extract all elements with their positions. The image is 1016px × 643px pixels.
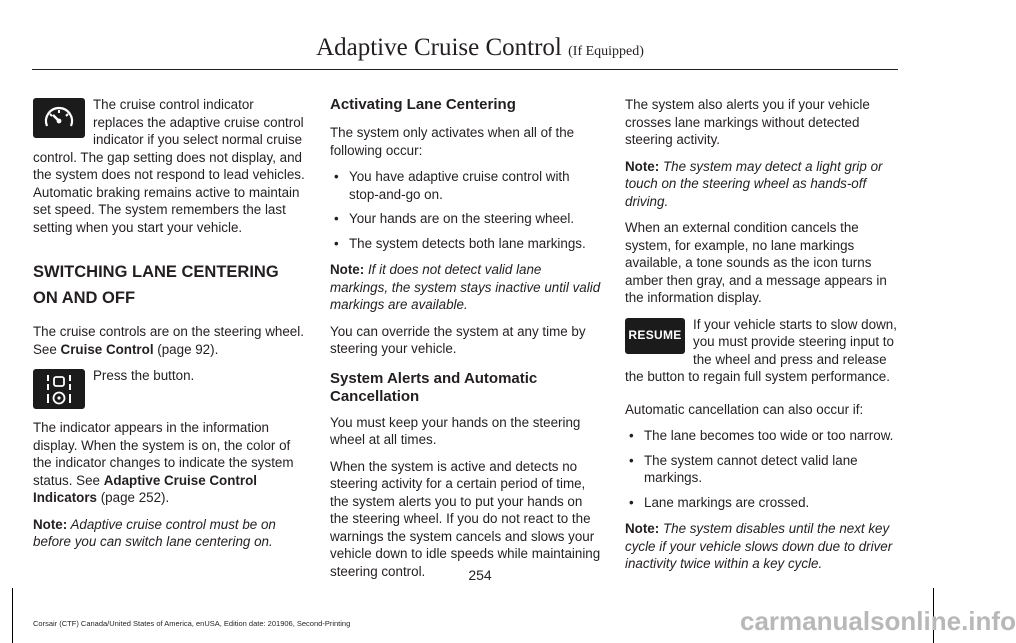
list-item: • Lane markings are crossed. [625,494,897,512]
heading-system-alerts: System Alerts and Automatic Cancellation [330,369,538,405]
watermark: carmanualsonline.info [740,606,1016,636]
header-rule [32,69,898,70]
title-subtitle: (If Equipped) [568,44,644,59]
footer-edition: Corsair (CTF) Canada/United States of America, enUSA, Edition date: 201906, Second-Printing [33,619,351,628]
column-2 [330,96,602,589]
paragraph-override: You can override the system at any time by steering your vehicle. [330,323,586,356]
note-label: Note: [33,516,68,532]
note-text: The system may detect a light grip or touch on the steering wheel as hands-off driving. [625,158,883,209]
note-light-grip [625,158,897,211]
column-3 [625,96,897,582]
note-text: If it does not detect valid lane markings, the system stays inactive until valid markings are available. [330,262,601,312]
note-lane-markings [330,261,602,314]
paragraph-indicator-appears [33,419,305,507]
heading-switching-lane-centering: SWITCHING LANE CENTERING ON AND OFF [33,263,279,307]
note-label: Note: [625,521,660,536]
note-text: Adaptive cruise control must be on before you can switch lane centering on. [33,516,276,549]
list-item: • Your hands are on the steering wheel. [330,210,602,228]
list-item: • You have adaptive cruise control with stop-and-go on. [330,168,602,203]
link-acc-indicators[interactable]: Adaptive Cruise Control Indicators [33,472,257,505]
p4-ref: (page 252). [97,490,170,505]
list-item: • The lane becomes too wide or too narrow. [625,427,897,445]
p2-ref: (page 92). [153,341,219,357]
note-text: The system disables until the next key cycle if your vehicle slows down due to driver inactivity twice within a key cycle. [625,521,893,571]
cancellation-list [625,427,897,511]
heading-activating-lane-centering: Activating Lane Centering [330,96,516,113]
list-item: • The system detects both lane markings. [330,235,602,253]
resume-button-icon: RESUME [625,318,685,354]
paragraph-auto-cancel: Automatic cancellation can also occur if: [625,401,864,417]
page-number: 254 [468,567,492,583]
link-cruise-control[interactable]: Cruise Control [60,341,154,357]
paragraph-cruise-controls [33,323,305,358]
note-acc-must-be-on [33,516,305,551]
column-1 [33,96,305,560]
paragraph-no-steering-activity: When the system is active and detects no steering activity for a certain period of time, the system alerts you to put your hands on the steering wheel. If you do not react to the warnings the system cancels and slows your vehicle down to idle speeds while maintaining steering control. [330,458,601,579]
note-label: Note: [330,262,365,277]
paragraph-slow-down: If your vehicle starts to slow down, you must provide steering input to the wheel and press and release the button to regain full system performance. [625,316,897,384]
title-text: Adaptive Cruise Control [316,34,562,61]
crop-mark-left [12,588,13,643]
cruise-control-indicator-icon [33,98,85,138]
p4-text: The indicator appears in the information display. When the system is on, the color of the indicator changes to indicate the system status. See [33,420,294,488]
paragraph-press-button: Press the button. [93,368,195,383]
note-label: Note: [625,158,660,174]
p2-text: The cruise controls are on the steering wheel. See [33,324,304,357]
list-item: • The system cannot detect valid lane markings. [625,452,897,487]
lane-centering-button-icon [33,369,85,409]
note-key-cycle [625,520,897,573]
activation-list [330,168,602,252]
paragraph-external-condition: When an external condition cancels the system, for example, no lane markings available, a tone sounds as the icon turns amber then gray, and a message appears in the information display. [625,220,887,305]
paragraph-indicator-replace: The cruise control indicator replaces the adaptive cruise control indicator if you select normal cruise control. The gap setting does not display, and the system does not respond to lead vehicles. Automatic braking remains active to maintain set speed. The system remembers the last setting when you start your vehicle. [33,97,305,235]
paragraph-activation-conditions: The system only activates when all of the following occur: [330,125,575,158]
page-title [0,34,960,62]
paragraph-keep-hands: You must keep your hands on the steering wheel at all times. [330,414,581,447]
paragraph-crosses-lane: The system also alerts you if your vehicle crosses lane markings without detected steering activity. [625,97,870,147]
